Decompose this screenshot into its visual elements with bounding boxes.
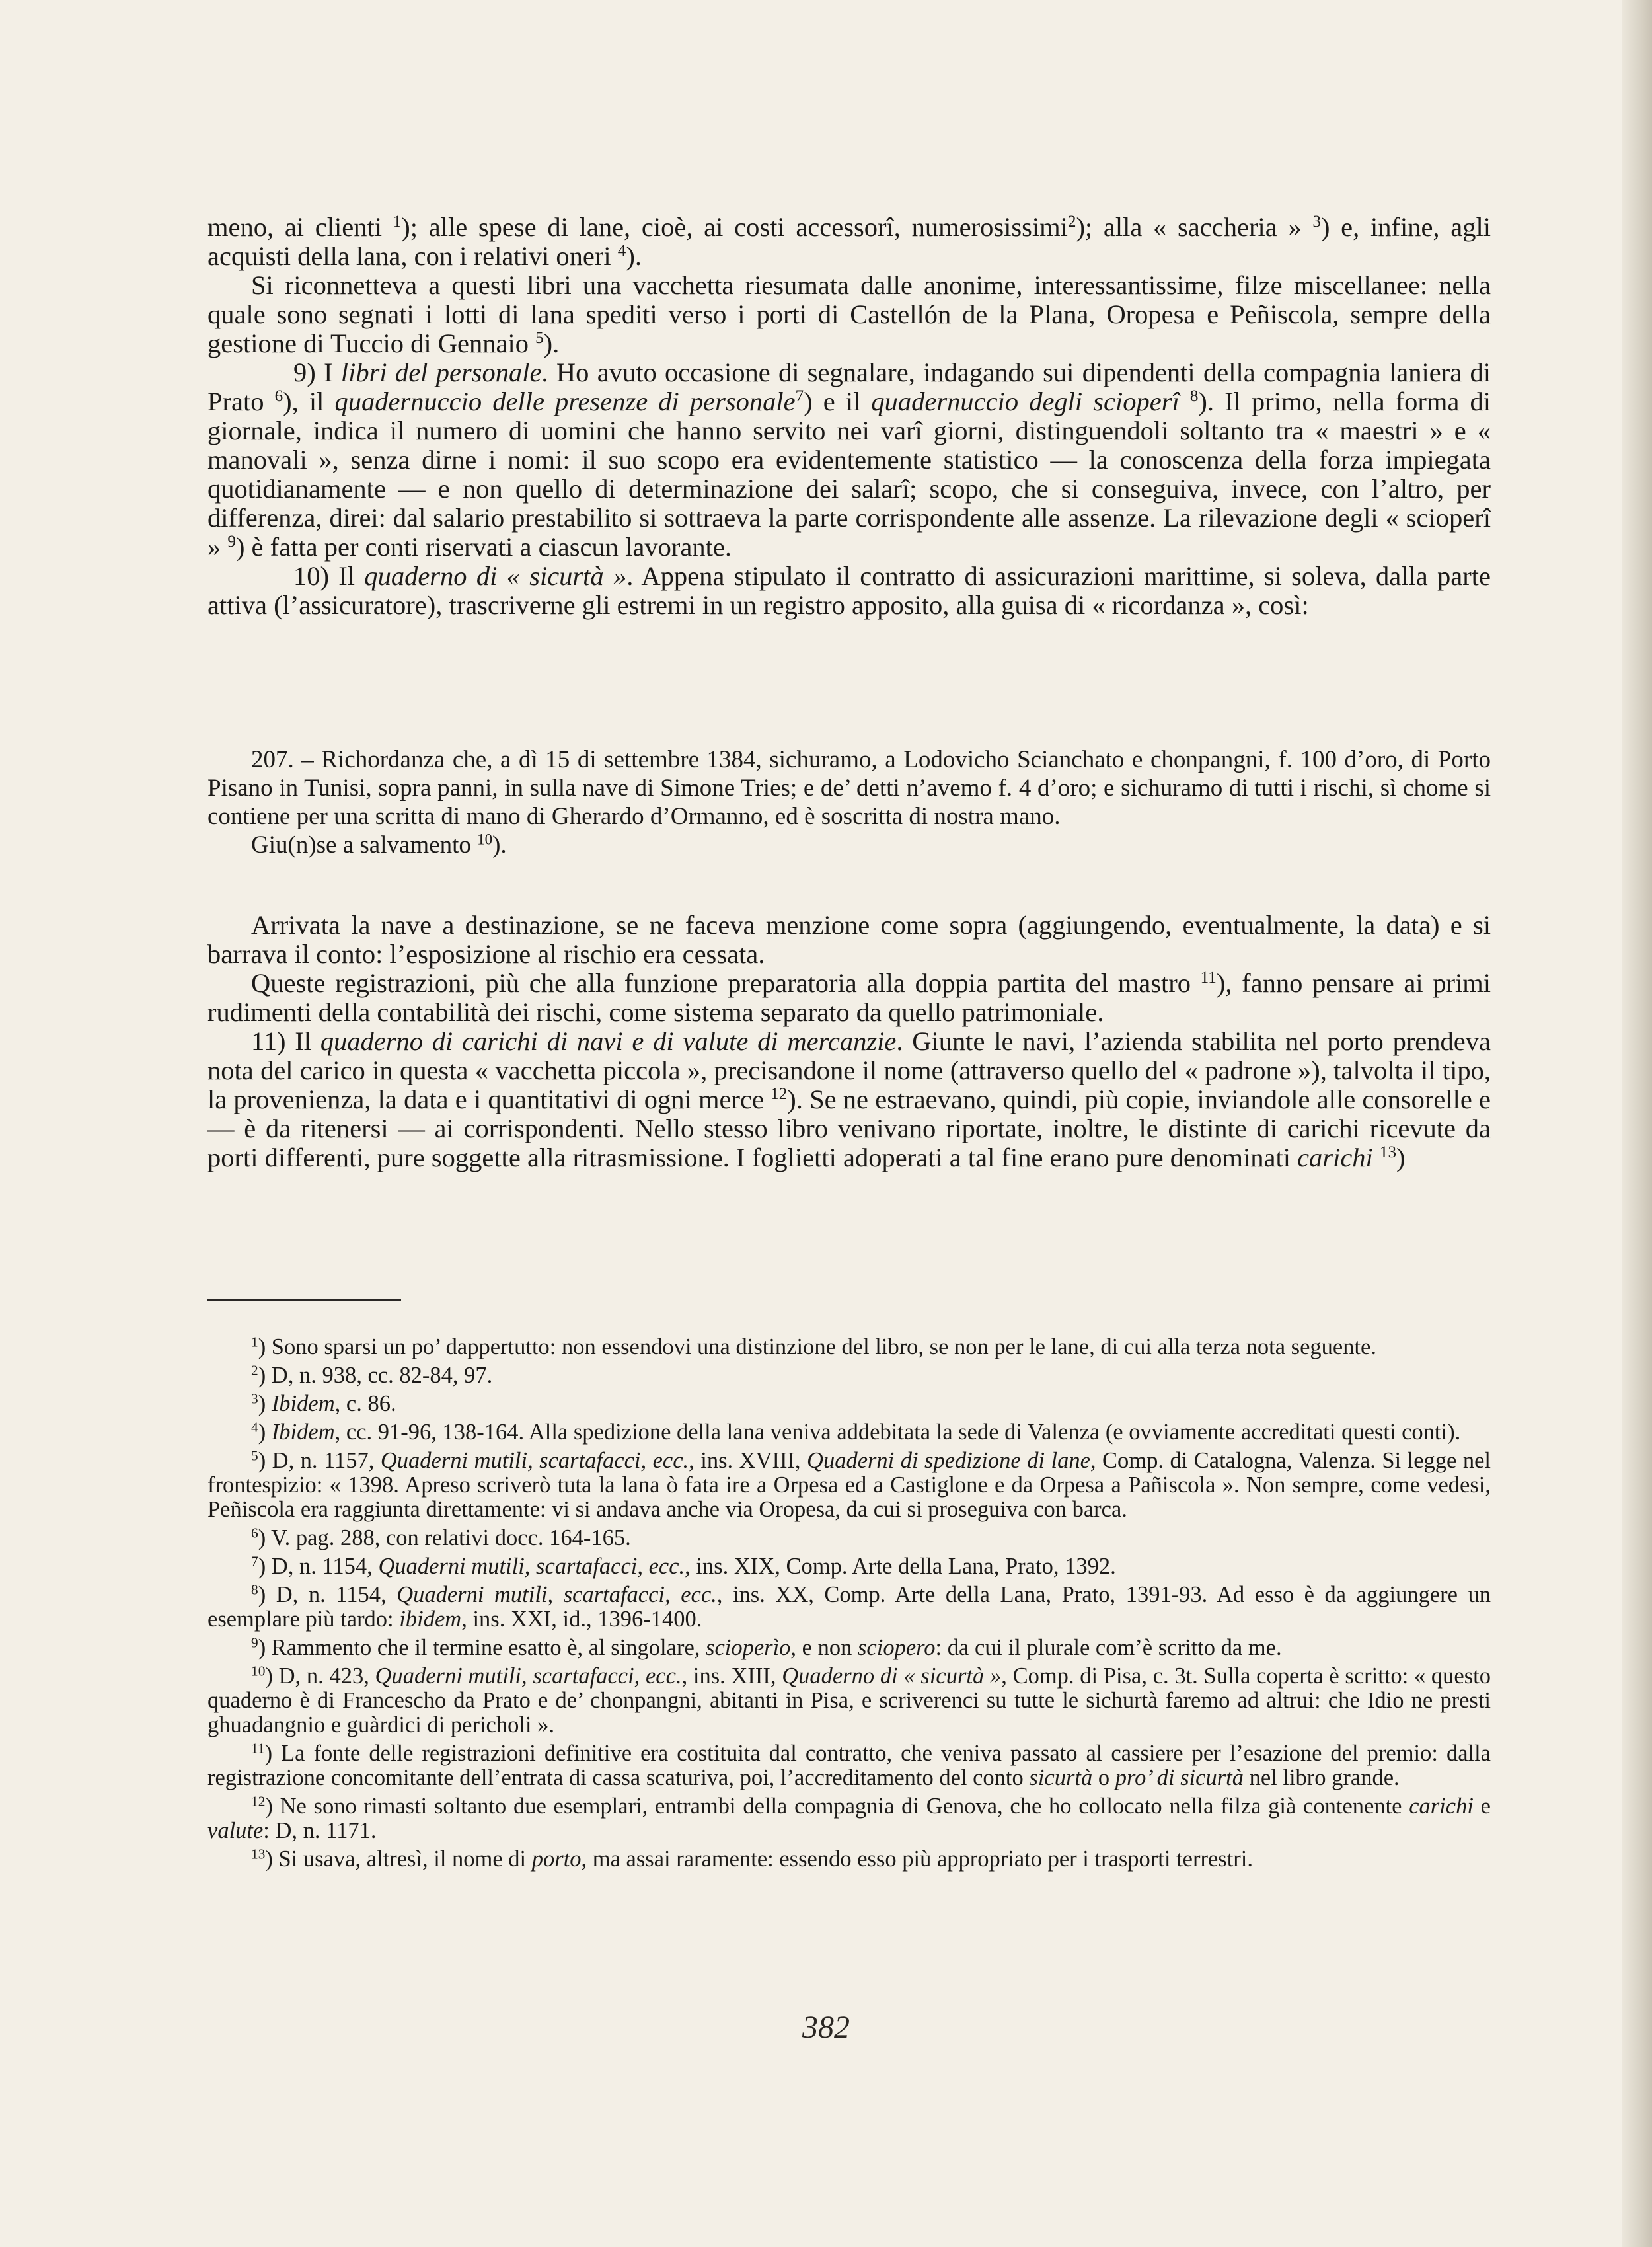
- text: ) e il: [804, 387, 872, 416]
- text: ) D, n. 938, cc. 82-84, 97.: [258, 1363, 493, 1388]
- footnote-marker: 3: [251, 1390, 258, 1407]
- footnote: [207, 1583, 1491, 1632]
- text: . Appena stipulato il contratto di assicurazioni marittime, si soleva, dalla parte attiva (l’assicuratore), trascriverne gli estremi in un registro apposito, alla guisa di « ricordanza », così:: [207, 561, 1491, 620]
- footnote: [207, 1847, 1491, 1872]
- text: ) D, n. 1154,: [258, 1582, 397, 1607]
- footnote: [207, 1392, 1491, 1416]
- text: Giu(n)se a salvamento: [251, 831, 478, 858]
- italic-text: quaderno di « sicurtà »: [364, 561, 627, 591]
- footnote-marker: 8: [251, 1581, 258, 1598]
- italic-text: Ibidem: [271, 1391, 335, 1416]
- footnote: [207, 1741, 1491, 1790]
- text: ).: [492, 831, 507, 858]
- italic-text: scioperìo: [706, 1635, 791, 1660]
- paragraph: [207, 358, 1491, 562]
- footnote-marker: 13: [1379, 1143, 1397, 1162]
- footnote-marker: 10: [251, 1663, 266, 1679]
- text: 207. – Richordanza che, a dì 15 di settembre 1384, sichuramo, a Lodovicho Scianchato e chonpangni, f. 100 d’oro, di Porto Pisano in Tunisi, sopra panni, in sulla nave di Simone Tries; e de’ detti n’avemo f. 4 d’oro; e sichuramo di tutti i rischi, sì chome si contiene per una scritta di mano di Gherardo d’Ormanno, ed è soscritta di nostra mano.: [207, 746, 1491, 830]
- text: , ma assai raramente: essendo esso più appropriato per i trasporti terrestri.: [581, 1847, 1253, 1872]
- footnote-marker: 4: [251, 1419, 258, 1435]
- italic-text: Quaderni mutili, scartafacci, ecc.: [396, 1582, 717, 1607]
- italic-text: carichi: [1409, 1794, 1474, 1819]
- text: . Ho avuto occasione di segnalare, indagando sui dipendenti della compagnia laniera di Prato: [207, 358, 1491, 416]
- footnote-marker: 12: [251, 1793, 266, 1809]
- footnote-marker: 9: [227, 533, 236, 551]
- text: , cc. 91-96, 138-164. Alla spedizione della lana veniva addebitata la sede di Valenza (e ovviamente accreditati questi conti).: [334, 1420, 1461, 1445]
- footnote-marker: 1: [393, 213, 402, 231]
- paragraph: [207, 1027, 1491, 1172]
- paragraph: [207, 969, 1491, 1027]
- text: ), il: [283, 387, 335, 416]
- italic-text: Quaderni mutili, scartafacci, ecc.: [380, 1448, 689, 1473]
- text: ).: [626, 241, 642, 271]
- text: . Giunte le navi, l’azienda stabilita nel porto prendeva nota del carico in questa « vacchetta piccola », precisandone il nome (attraverso quello del « padrone »), talvolta il tipo, la provenienza, la data e i quantitativi di ogni merce: [207, 1026, 1491, 1114]
- text: , ins. XVIII,: [689, 1448, 807, 1473]
- paragraph: [207, 745, 1491, 831]
- text: , c. 86.: [334, 1391, 396, 1416]
- italic-text: carichi: [1297, 1143, 1373, 1172]
- text: ) Sono sparsi un po’ dappertutto: non essendovi una distinzione del libro, se non per le lane, di cui alla terza nota seguente.: [258, 1334, 1376, 1359]
- text: , ins. XIII,: [681, 1663, 782, 1689]
- body-text-top: [207, 213, 1491, 620]
- footnote-marker: 7: [795, 387, 804, 406]
- footnote-marker: 12: [770, 1085, 788, 1104]
- text: ); alle spese di lane, cioè, ai costi accessorî, numerosissimi: [401, 212, 1068, 242]
- italic-text: quaderno di carichi di navi e di valute di mercanzie: [320, 1026, 897, 1056]
- paragraph: [207, 562, 1491, 620]
- text: ) Si usava, altresì, il nome di: [265, 1847, 532, 1872]
- text: : da cui il plurale com’è scritto da me.: [935, 1635, 1282, 1660]
- footnote-marker: 3: [1312, 213, 1321, 231]
- text: o: [1092, 1765, 1115, 1790]
- text: [1373, 1143, 1380, 1172]
- italic-text: Quaderno di « sicurtà »: [782, 1663, 1002, 1689]
- page-number: 382: [802, 2010, 850, 2045]
- text: ) e, infine, agli acquisti della lana, con i relativi oneri: [207, 212, 1491, 271]
- footnote-separator: [207, 1299, 401, 1301]
- italic-text: porto: [531, 1847, 582, 1872]
- text: [1180, 387, 1190, 416]
- footnotes: [207, 1335, 1491, 1876]
- paragraph: [207, 911, 1491, 969]
- italic-text: sciopero: [858, 1635, 936, 1660]
- footnote-marker: 13: [251, 1846, 266, 1862]
- text: e: [1473, 1794, 1491, 1819]
- text: , ins. XXI, id., 1396-1400.: [461, 1607, 702, 1632]
- italic-text: quadernuccio degli scioperî: [871, 387, 1180, 416]
- footnote-marker: 11: [251, 1740, 265, 1757]
- footnote: [207, 1449, 1491, 1522]
- body-text-bottom: [207, 911, 1491, 1172]
- footnote: [207, 1363, 1491, 1388]
- text: ): [258, 1391, 272, 1416]
- italic-text: Quaderni mutili, scartafacci, ecc.: [375, 1663, 682, 1689]
- text: nel libro grande.: [1243, 1765, 1400, 1790]
- text: ): [258, 1420, 272, 1445]
- text: ) D, n. 1157,: [258, 1448, 381, 1473]
- text: ) D, n. 1154,: [258, 1554, 379, 1579]
- italic-text: quadernuccio delle presenze di personale: [334, 387, 796, 416]
- text: Si riconnetteva a questi libri una vacchetta riesumata dalle anonime, interessantissime, filze miscellanee: nella quale sono segnati i lotti di lana spediti verso i porti di Castellón de la Plana, Oropesa e Peñiscola, sempre della gestione di Tuccio di Gennaio: [207, 270, 1491, 358]
- footnote-marker: 7: [251, 1553, 258, 1570]
- text: ) Ne sono rimasti soltanto due esemplari, entrambi della compagnia di Genova, che ho collocato nella filza già contenente: [265, 1794, 1409, 1819]
- text: , ins. XIX, Comp. Arte della Lana, Prato, 1392.: [685, 1554, 1116, 1579]
- footnote-marker: 5: [251, 1447, 258, 1464]
- text: , Comp. di Pisa, c. 3t. Sulla coperta è scritto: « questo quaderno è di Francescho da Prato e de’ chonpangni, abitanti in Pisa, e scriverenci su tutte le sichurtà faremo ad altrui: che Idio ne presti ghuadangnio e guàrdici di pericholi ».: [207, 1663, 1491, 1737]
- text: , ins. XX, Comp. Arte della Lana, Prato, 1391-93. Ad esso è da aggiungere un esemplare più tardo:: [207, 1582, 1491, 1632]
- footnote-marker: 10: [477, 831, 493, 848]
- text: ): [1396, 1143, 1406, 1172]
- text: meno, ai clienti: [207, 212, 393, 242]
- footnote-marker: 4: [617, 242, 626, 260]
- italic-text: Quaderni mutili, scartafacci, ecc.: [378, 1554, 685, 1579]
- italic-text: ibidem: [399, 1607, 462, 1632]
- text: ). Il primo, nella forma di giornale, indica il numero di uomini che hanno servito nei varî giorni, distinguendoli soltanto tra « maestri » e « manovali », senza dirne i nomi: il suo scopo era evidentemente statistico — la conoscenza della forza impiegata quotidianamente — e non quello di determinazione dei salarî; scopo, che si conseguiva, invece, con l’altro, per differenza, direi: dal salario prestabilito si sottraeva la parte corrispondente alle assenze. La rilevazione degli « scioperî »: [207, 387, 1491, 562]
- text: ).: [543, 328, 560, 358]
- footnote: [207, 1526, 1491, 1550]
- paragraph: [207, 271, 1491, 358]
- italic-text: Ibidem: [271, 1420, 335, 1445]
- text: ). Se ne estraevano, quindi, più copie, inviandole alle consorelle e — è da ritenersi — ai corrispondenti. Nello stesso libro venivano riportate, inoltre, le distinte di carichi ricevute da porti differenti, pure soggette alla ritrasmissione. I foglietti adoperati a tal fine erano pure denominati: [207, 1085, 1491, 1172]
- page-binding-edge: [1622, 0, 1652, 2247]
- text: , Comp. di Catalogna, Valenza. Si legge nel frontespizio: « 1398. Apreso scriverò tuta la lana ò fata ire a Orpesa ed a Castiglone e da Orpesa a Pañiscola ». Non sempre, come vedesi, Peñiscola era raggiunta direttamente: vi si andava anche via Oropesa, da cui si proseguiva con barca.: [207, 1448, 1491, 1522]
- footnote-marker: 6: [251, 1525, 258, 1541]
- footnote: [207, 1335, 1491, 1359]
- footnote: [207, 1554, 1491, 1579]
- footnote-marker: 8: [1189, 387, 1199, 406]
- paragraph: [207, 213, 1491, 271]
- text: ) La fonte delle registrazioni definitive era costituita dal contratto, che veniva passato al cassiere per l’esazione del premio: dalla registrazione concomitante dell’entrata di cassa scaturiva, poi, l’accreditamento del conto: [207, 1741, 1491, 1790]
- text: ) Rammento che il termine esatto è, al singolare,: [258, 1635, 706, 1660]
- footnote-marker: 2: [1067, 213, 1076, 231]
- footnote-marker: 11: [1200, 969, 1217, 987]
- text: ) D, n. 423,: [265, 1663, 375, 1689]
- text: Arrivata la nave a destinazione, se ne faceva menzione come sopra (aggiungendo, eventualmente, la data) e si barrava il conto: l’esposizione al rischio era cessata.: [207, 910, 1491, 969]
- italic-text: pro’ di sicurtà: [1115, 1765, 1244, 1790]
- text: : D, n. 1171.: [263, 1818, 377, 1843]
- italic-text: valute: [207, 1818, 264, 1843]
- text: ) è fatta per conti riservati a ciascun lavorante.: [235, 532, 732, 562]
- footnote-marker: 5: [535, 329, 544, 348]
- quoted-record: [207, 745, 1491, 859]
- text: Queste registrazioni, più che alla funzione preparatoria alla doppia partita del mastro: [251, 968, 1201, 998]
- text: , e non: [790, 1635, 858, 1660]
- footnote: [207, 1420, 1491, 1445]
- footnote: [207, 1794, 1491, 1843]
- footnote: [207, 1664, 1491, 1737]
- footnote-marker: 1: [251, 1334, 258, 1350]
- footnote: [207, 1636, 1491, 1660]
- text: 11) Il: [251, 1026, 320, 1056]
- italic-text: Quaderni di spedizione di lane: [807, 1448, 1090, 1473]
- text: ), fanno pensare ai primi rudimenti della contabilità dei rischi, come sistema separato da quello patrimoniale.: [207, 968, 1491, 1027]
- footnote-marker: 6: [274, 387, 283, 406]
- footnote-marker: 9: [251, 1634, 258, 1651]
- text: 10) Il: [293, 561, 365, 591]
- paragraph: [207, 831, 1491, 859]
- italic-text: libri del personale: [340, 358, 542, 387]
- text: ) V. pag. 288, con relativi docc. 164-165.: [258, 1525, 631, 1550]
- footnote-marker: 2: [251, 1362, 258, 1379]
- text: ); alla « saccheria »: [1076, 212, 1313, 242]
- text: 9) I: [293, 358, 341, 387]
- italic-text: sicurtà: [1029, 1765, 1093, 1790]
